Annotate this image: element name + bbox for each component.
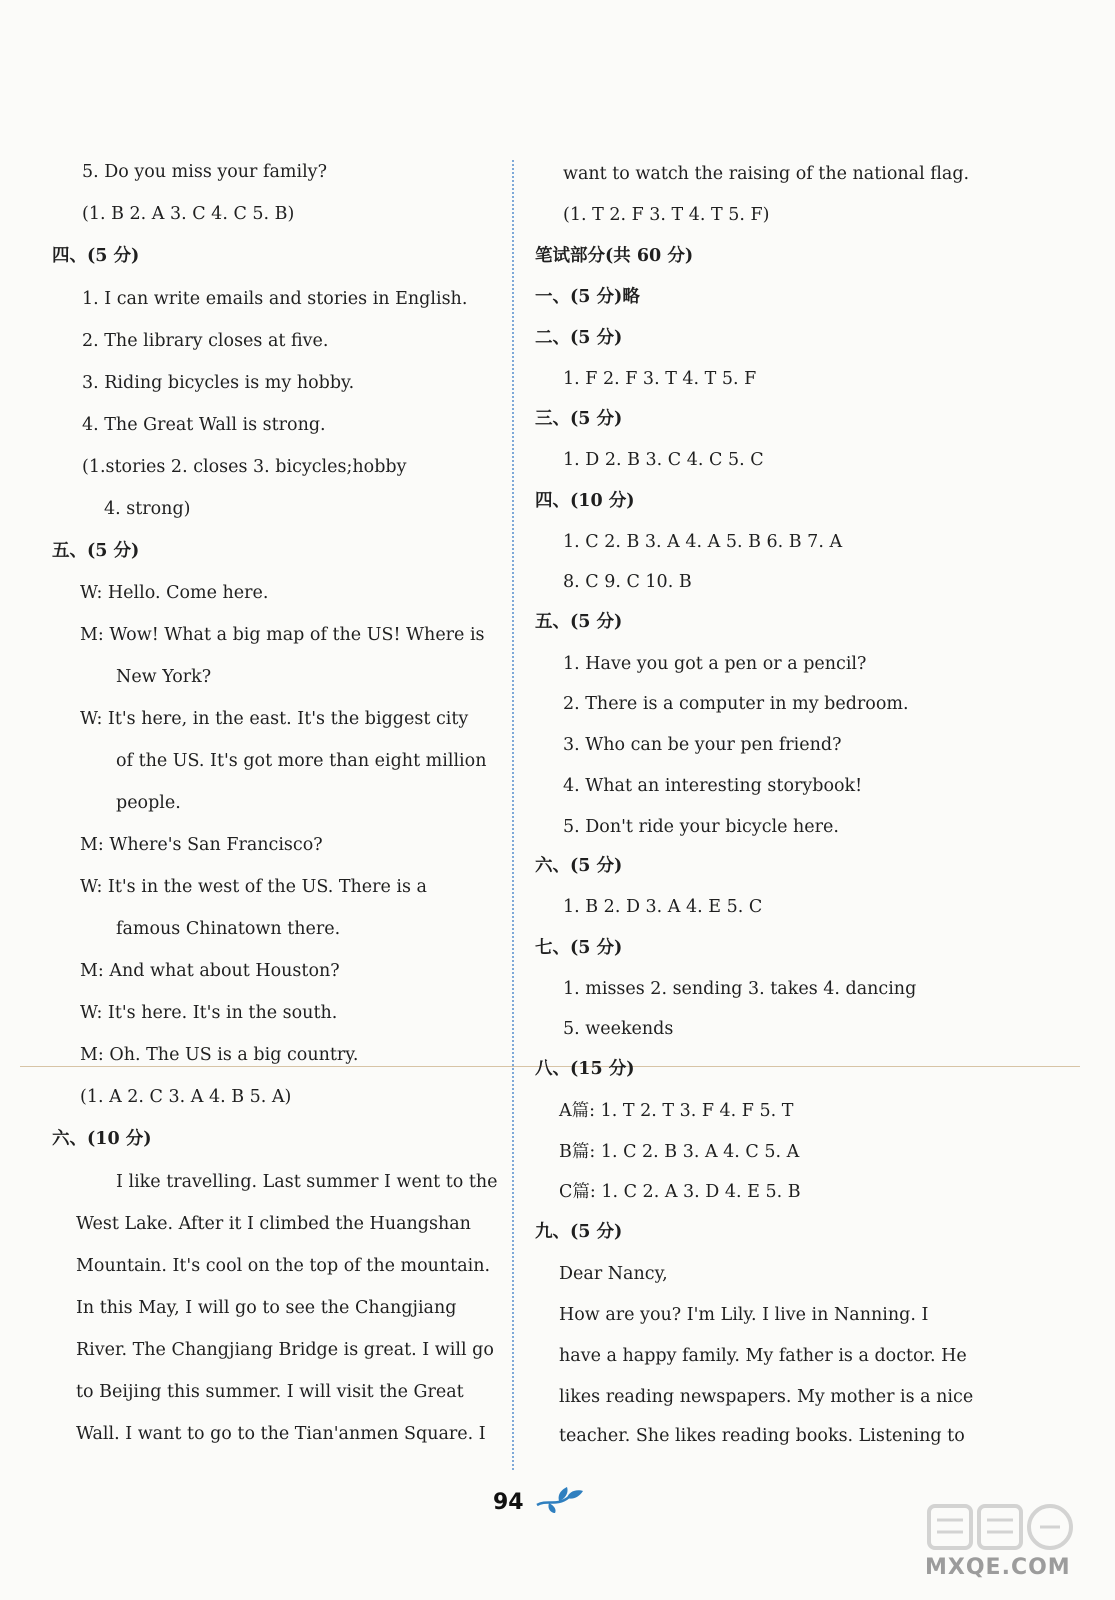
answer-line: famous Chinatown there.: [116, 919, 341, 939]
answer-line: 1. misses 2. sending 3. takes 4. dancing: [563, 979, 917, 999]
page-number: 94: [493, 1490, 524, 1515]
answer-line: Mountain. It's cool on the top of the mountain.: [76, 1256, 491, 1276]
answer-line: 5. Don't ride your bicycle here.: [563, 817, 839, 837]
answer-line: New York?: [116, 667, 212, 687]
leaf-icon: [535, 1485, 587, 1515]
answer-line: to Beijing this summer. I will visit the Great: [76, 1382, 464, 1402]
answer-line: 4. What an interesting storybook!: [563, 776, 863, 796]
column-divider: [512, 160, 514, 1470]
answer-line: W: It's in the west of the US. There is a: [80, 877, 427, 897]
answer-line: Dear Nancy,: [559, 1264, 668, 1284]
answer-line: M: Where's San Francisco?: [80, 835, 323, 855]
section-heading: 六、(5 分): [535, 856, 623, 876]
section-heading: 四、(10 分): [535, 491, 635, 511]
answer-line: W: Hello. Come here.: [80, 583, 269, 603]
watermark-text: MXQE.COM: [925, 1555, 1071, 1580]
answer-line: 4. strong): [104, 499, 191, 519]
answer-line: Wall. I want to go to the Tian'anmen Square. I: [76, 1424, 486, 1444]
answer-line: (1. B 2. A 3. C 4. C 5. B): [82, 204, 295, 224]
section-heading: 三、(5 分): [535, 409, 623, 429]
answer-line: 5. Do you miss your family?: [82, 162, 327, 182]
answer-line: How are you? I'm Lily. I live in Nanning. I: [559, 1305, 929, 1325]
answer-line: 1. B 2. D 3. A 4. E 5. C: [563, 897, 763, 917]
answer-line: 1. Have you got a pen or a pencil?: [563, 654, 867, 674]
answer-line: (1. A 2. C 3. A 4. B 5. A): [80, 1087, 292, 1107]
answer-line: M: And what about Houston?: [80, 961, 340, 981]
section-heading: 五、(5 分): [52, 541, 140, 561]
answer-line: likes reading newspapers. My mother is a nice: [559, 1387, 974, 1407]
section-heading: 八、(15 分): [535, 1059, 635, 1079]
answer-line: teacher. She likes reading books. Listening to: [559, 1426, 965, 1446]
section-heading: 五、(5 分): [535, 612, 623, 632]
answer-line: want to watch the raising of the national flag.: [563, 164, 970, 184]
answer-line: B篇: 1. C 2. B 3. A 4. C 5. A: [559, 1142, 800, 1162]
answer-line: of the US. It's got more than eight million: [116, 751, 487, 771]
answer-line: West Lake. After it I climbed the Huangshan: [76, 1214, 471, 1234]
answer-line: A篇: 1. T 2. T 3. F 4. F 5. T: [559, 1101, 794, 1121]
answer-line: 3. Who can be your pen friend?: [563, 735, 842, 755]
answer-line: (1. T 2. F 3. T 4. T 5. F): [563, 205, 770, 225]
section-heading: 二、(5 分): [535, 328, 623, 348]
section-heading: 笔试部分(共 60 分): [535, 246, 694, 266]
section-heading: 七、(5 分): [535, 938, 623, 958]
answer-line: 1. F 2. F 3. T 4. T 5. F: [563, 369, 757, 389]
answer-line: (1.stories 2. closes 3. bicycles;hobby: [82, 457, 407, 477]
answer-line: 1. I can write emails and stories in English.: [82, 289, 468, 309]
answer-line: 4. The Great Wall is strong.: [82, 415, 326, 435]
answer-line: River. The Changjiang Bridge is great. I will go: [76, 1340, 494, 1360]
section-heading: 六、(10 分): [52, 1129, 152, 1149]
section-heading: 九、(5 分): [535, 1222, 623, 1242]
answer-line: M: Oh. The US is a big country.: [80, 1045, 359, 1065]
answer-line: 3. Riding bicycles is my hobby.: [82, 373, 355, 393]
answer-line: 2. There is a computer in my bedroom.: [563, 694, 909, 714]
answer-line: I like travelling. Last summer I went to the: [116, 1172, 498, 1192]
answer-line: 2. The library closes at five.: [82, 331, 329, 351]
answer-line: have a happy family. My father is a doctor. He: [559, 1346, 967, 1366]
answer-line: C篇: 1. C 2. A 3. D 4. E 5. B: [559, 1182, 801, 1202]
answer-line: 1. C 2. B 3. A 4. A 5. B 6. B 7. A: [563, 532, 843, 552]
answer-line: people.: [116, 793, 181, 813]
answer-line: In this May, I will go to see the Changjiang: [76, 1298, 457, 1318]
answer-line: 1. D 2. B 3. C 4. C 5. C: [563, 450, 764, 470]
answer-line: 5. weekends: [563, 1019, 674, 1039]
answer-line: W: It's here, in the east. It's the biggest city: [80, 709, 469, 729]
answer-line: 8. C 9. C 10. B: [563, 572, 692, 592]
section-heading: 一、(5 分)略: [535, 287, 640, 307]
section-heading: 四、(5 分): [52, 246, 140, 266]
answer-line: W: It's here. It's in the south.: [80, 1003, 338, 1023]
answer-line: M: Wow! What a big map of the US! Where is: [80, 625, 485, 645]
